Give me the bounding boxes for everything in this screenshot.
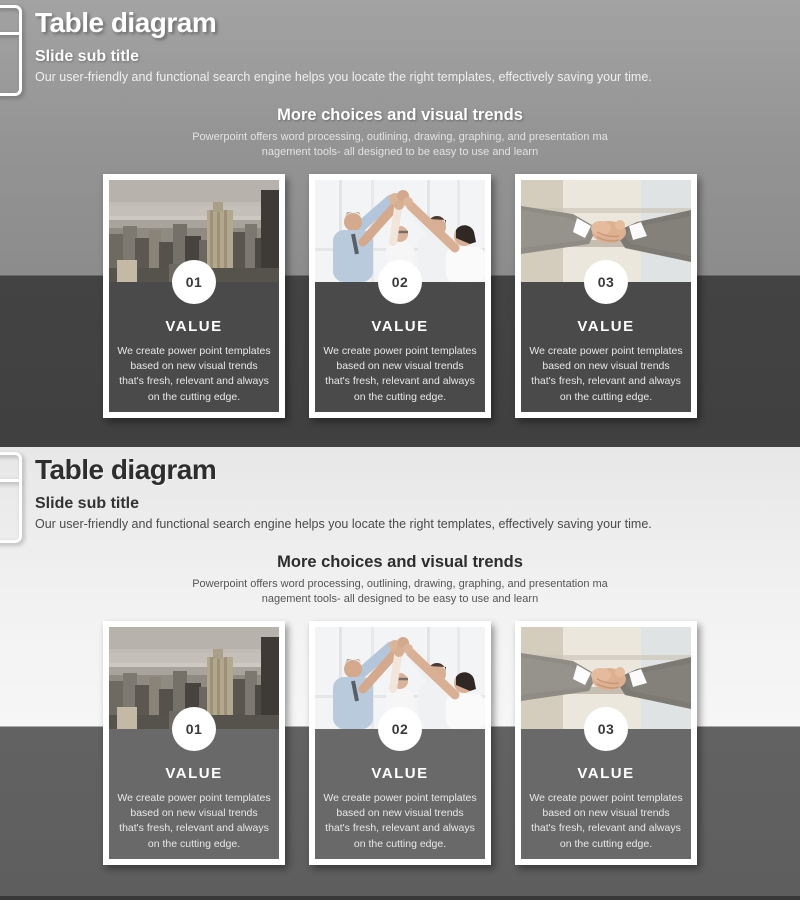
section-heading: More choices and visual trends: [277, 106, 523, 124]
section-block: [0, 106, 800, 161]
bracket-ornament-icon: [0, 5, 22, 96]
slide-description: Our user-friendly and functional search engine helps you locate the right templates, effectively saving your time.: [35, 516, 652, 531]
section-text-line: Powerpoint offers word processing, outlining, drawing, graphing, and presentation ma: [192, 131, 608, 143]
card-description: We create power point templates based on new visual trends that's fresh, relevant and always on the cutting edge.: [529, 792, 683, 850]
card-number: 01: [185, 721, 203, 737]
value-card-2: [309, 174, 491, 418]
card-row: [0, 621, 800, 865]
card-title: VALUE: [577, 318, 635, 335]
slide-subtitle: Slide sub title: [35, 47, 140, 65]
card-title: VALUE: [371, 765, 429, 782]
card-number: 01: [185, 274, 203, 290]
footer-strip: [0, 896, 800, 900]
card-description: We create power point templates based on new visual trends that's fresh, relevant and always on the cutting edge.: [117, 345, 271, 403]
value-card-3: [515, 174, 697, 418]
value-card-2: [309, 621, 491, 865]
card-number: 03: [597, 274, 615, 290]
card-number: 03: [597, 721, 615, 737]
number-badge: [378, 260, 422, 304]
number-badge: [584, 260, 628, 304]
card-number: 02: [391, 721, 409, 737]
section-text-line: nagement tools- all designed to be easy to use and learn: [261, 593, 539, 606]
slide-light-variant: [0, 447, 800, 896]
value-card-3: [515, 621, 697, 865]
slide-title: Table diagram: [35, 454, 217, 485]
slide-subtitle: Slide sub title: [35, 494, 140, 512]
number-badge: [378, 707, 422, 751]
card-description: We create power point templates based on new visual trends that's fresh, relevant and always on the cutting edge.: [529, 345, 683, 403]
section-text-line: Powerpoint offers word processing, outlining, drawing, graphing, and presentation ma: [192, 578, 608, 590]
slide-title: Table diagram: [35, 7, 217, 38]
number-badge: [584, 707, 628, 751]
slide-description: Our user-friendly and functional search engine helps you locate the right templates, effectively saving your time.: [35, 69, 652, 84]
slide-header: [35, 455, 770, 531]
number-badge: [172, 707, 216, 751]
card-title: VALUE: [371, 318, 429, 335]
value-card-1: [103, 621, 285, 865]
bracket-ornament-icon: [0, 452, 22, 543]
card-title: VALUE: [577, 765, 635, 782]
section-text: [0, 577, 800, 608]
card-description: We create power point templates based on new visual trends that's fresh, relevant and always on the cutting edge.: [117, 792, 271, 850]
card-title: VALUE: [165, 318, 223, 335]
section-text-line: nagement tools- all designed to be easy to use and learn: [261, 146, 539, 159]
section-text: [0, 130, 800, 161]
section-block: [0, 553, 800, 608]
card-title: VALUE: [165, 765, 223, 782]
slide-header: [35, 8, 770, 84]
value-card-1: [103, 174, 285, 418]
card-number: 02: [391, 274, 409, 290]
section-heading: More choices and visual trends: [277, 553, 523, 571]
card-row: [0, 174, 800, 418]
card-description: We create power point templates based on new visual trends that's fresh, relevant and always on the cutting edge.: [323, 792, 477, 850]
card-description: We create power point templates based on new visual trends that's fresh, relevant and always on the cutting edge.: [323, 345, 477, 403]
number-badge: [172, 260, 216, 304]
slide-dark-variant: [0, 0, 800, 447]
